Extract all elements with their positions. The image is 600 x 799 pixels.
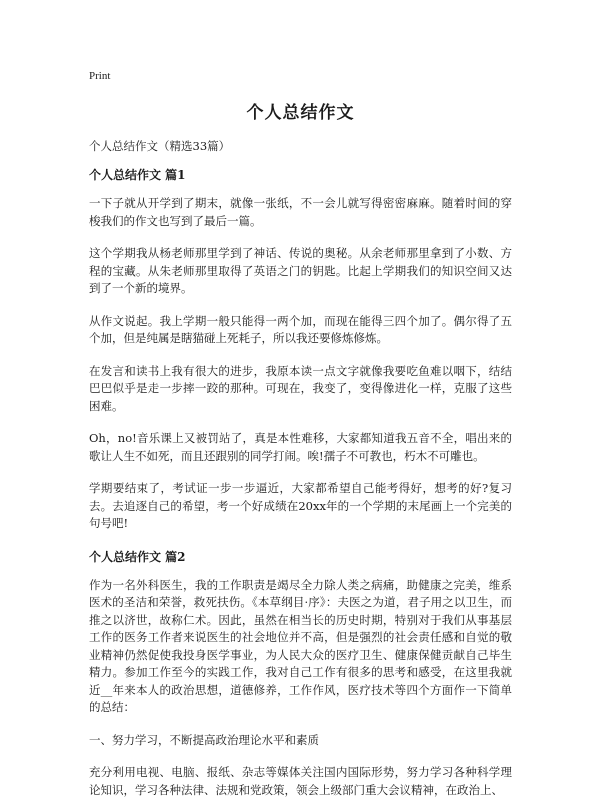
section-2 — [89, 548, 512, 799]
section-heading: 个人总结作文 篇2 — [89, 548, 512, 565]
paragraph: 学期要结束了，考试证一步一步逼近，大家都希望自己能考得好，想考的好?复习去。去追逐自己的希望，考一个好成绩在20xx年的一个学期的末尾画上一个完美的句号吧! — [89, 480, 512, 533]
document-title: 个人总结作文 — [89, 98, 512, 123]
paragraph: Oh，no!音乐课上又被罚站了，真是本性难移，大家都知道我五音不全，唱出来的歌让人生不如死，而且还跟别的同学打闹。唉!孺子不可教也，朽木不可雕也。 — [89, 430, 512, 465]
paragraph: 在发言和读书上我有很大的进步，我原本读一点文字就像我要吃鱼难以咽下，结结巴巴似乎是走一步摔一跤的那种。可现在，我变了，变得像进化一样，克服了这些困难。 — [89, 363, 512, 416]
paragraph: 一下子就从开学到了期末，就像一张纸，不一会儿就写得密密麻麻。随着时间的穿梭我们的作文也写到了最后一篇。 — [89, 195, 512, 230]
paragraph: 充分利用电视、电脑、报纸、杂志等媒体关注国内国际形势，努力学习各种科学理论知识，学习各种法律、法规和党政策，领会上级部门重大会议精神，在政治上、 — [89, 764, 512, 799]
document-subtitle: 个人总结作文（精选33篇） — [89, 138, 512, 154]
paragraph: 一、努力学习，不断提高政治理论水平和素质 — [89, 732, 512, 750]
section-1 — [89, 166, 512, 533]
paragraph: 这个学期我从杨老师那里学到了神话、传说的奥秘。从余老师那里拿到了小数、方程的宝藏。从朱老师那里取得了英语之门的钥匙。比起上学期我们的知识空间又达到了一个新的境界。 — [89, 245, 512, 298]
section-heading: 个人总结作文 篇1 — [89, 166, 512, 183]
paragraph: 作为一名外科医生，我的工作职责是竭尽全力除人类之病痛，助健康之完美，维系医术的圣洁和荣誉，救死扶伤。《本草纲目·序》：夫医之为道，君子用之以卫生，而推之以济世，故称仁术。因此，虽然在相当长的历史时期，特别对于我们从事基层工作的医务工作者来说医生的社会地位并不高，但是强烈的社会责任感和自觉的敬业精神仍然促使我投身医学事业，为人民大众的医疗卫生、健康保健贡献自己毕生精力。参加工作至今的实践工作，我对自己工作有很多的思考和感受，在这里我就近__年来本人的政治思想，道德修养，工作作风，医疗技术等四个方面作一下简单的总结： — [89, 577, 512, 717]
print-link[interactable]: Print — [89, 70, 512, 82]
paragraph: 从作文说起。我上学期一般只能得一两个加，而现在能得三四个加了。偶尔得了五个加，但是纯属是瞎猫碰上死耗子，所以我还要修炼修炼。 — [89, 313, 512, 348]
